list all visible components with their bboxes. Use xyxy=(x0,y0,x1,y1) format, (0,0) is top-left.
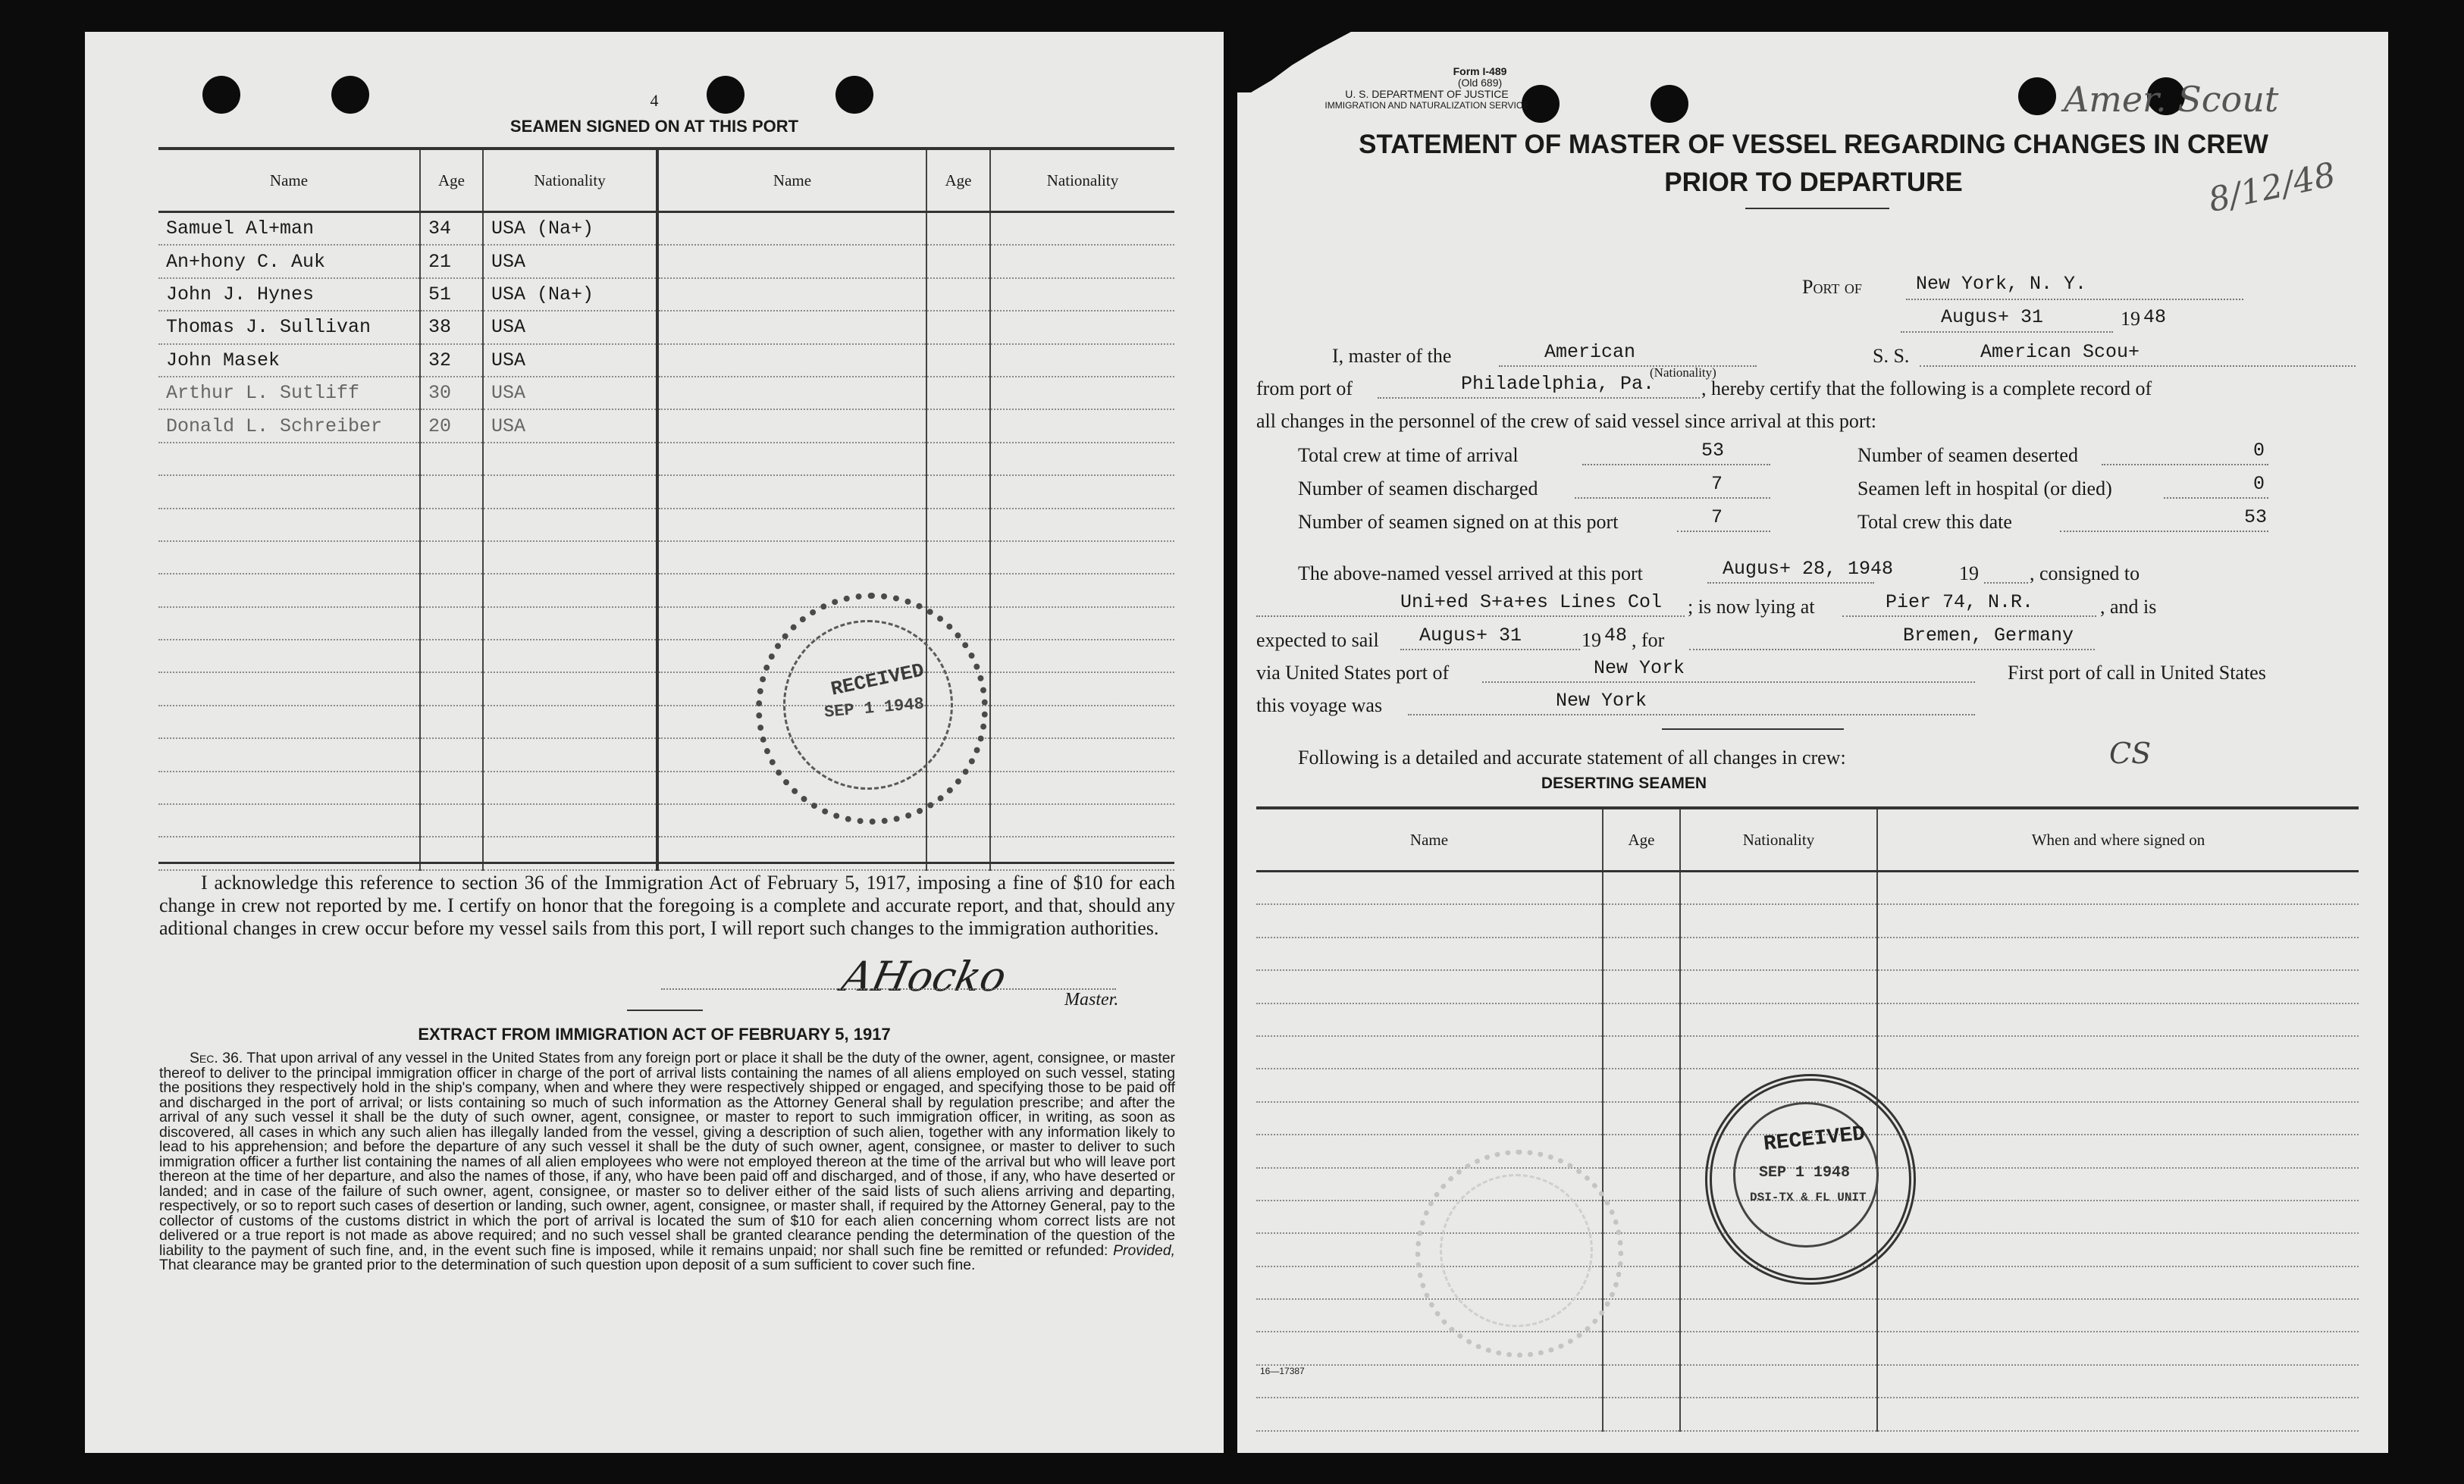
deserting-title: DESERTING SEAMEN xyxy=(1541,775,1707,792)
stat-label: Seamen left in hospital (or died) xyxy=(1857,477,2112,499)
column-header-nationality: Nationality xyxy=(990,149,1174,212)
stat-value: 53 xyxy=(2244,506,2268,528)
first-call-value: New York xyxy=(1556,690,1647,712)
and-is-label: , and is xyxy=(2100,596,2157,618)
seaman-age: 30 xyxy=(420,377,483,409)
seaman-name: Thomas J. Sullivan xyxy=(158,311,420,343)
master-of-label: I, master of the xyxy=(1332,345,1452,367)
stat-label: Number of seamen deserted xyxy=(1857,444,2078,466)
stamp-date-text: SEP 1 1948 xyxy=(823,694,925,722)
handwritten-note: Amer. Scout xyxy=(2064,79,2279,120)
master-signature: AHocko xyxy=(838,953,1011,1000)
table-row xyxy=(158,574,1174,606)
table-header xyxy=(1256,808,2359,872)
from-port-label: from port of xyxy=(1256,377,1353,399)
table-row xyxy=(158,509,1174,541)
nationality-caption: (Nationality) xyxy=(1650,365,1716,380)
table-row xyxy=(158,344,1174,377)
stamp-date-text: SEP 1 1948 xyxy=(1759,1164,1851,1182)
table-row xyxy=(158,475,1174,508)
port-label: Port of xyxy=(1802,276,1862,298)
nineteen-label: 19 xyxy=(1582,629,1601,651)
column-header-age: Age xyxy=(926,149,990,212)
service-name: IMMIGRATION AND NATURALIZATION SERVICE xyxy=(1324,100,1529,111)
from-port-value: Philadelphia, Pa. xyxy=(1461,373,1655,395)
page-number: 4 xyxy=(650,91,659,110)
seamen-rows xyxy=(158,212,1174,870)
stat-value: 7 xyxy=(1711,473,1723,495)
seaman-nationality: USA xyxy=(483,344,657,377)
column-header-nationality: Nationality xyxy=(1680,808,1877,872)
extract-text-block xyxy=(159,1051,1175,1273)
arrived-label: The above-named vessel arrived at this port xyxy=(1298,562,1643,584)
form-title xyxy=(1237,126,2388,202)
seaman-nationality: USA (Na+) xyxy=(483,278,657,311)
master-label: Master. xyxy=(1064,990,1119,1010)
destination-value: Bremen, Germany xyxy=(1903,625,2074,647)
extract-text: That upon arrival of any vessel in the United States from any foreign port or place it shall be the duty of the owner, agent, consignee, or master thereof to deliver to the principal immigration officer in charge of the port of arrival lists containing the names of all aliens employed on such vessel, stating the positions they respectively hold in the ship's company, when and where they were respectively shipped or engaged, and specifying those to be paid off and discharged in the port of arrival; or lists containing so much of such information as the Attorney General shall by regulation prescribe; and after the arrival of any such vessel it shall be the duty of such owner, agent, consignee, or master to report to such immigration officer, in writing, as soon as discovered, all cases in which any such alien has illegally landed from the vessel, giving a description of such alien, together with any information likely to lead to his apprehension; and before the departure of any such vessel it shall be the duty of such owner, agent, consignee, or master to deliver to such immigration officer a further list containing the names of all alien employees who were not employed thereon at the time of the arrival but who will leave port thereon at the time of her departure, and also the names of those, if any, who have been paid off and discharged, and of those, if any, who have deserted or landed; and in case of the failure of such owner, agent, consignee, or master so to deliver either of the said lists of such aliens arriving and departing, respectively, or so to report such cases of desertion or landing, such owner, agent, consignee, or master shall, if required by the Attorney General, pay to the collector of customs of the customs district in which the port of arrival is located the sum of $10 for each alien concerning whom correct lists are not delivered or a true report is not made as above required; and no such vessel shall be granted clearance pending the determination of the question of the liability to the payment of such fine, and, in the event such fine is imposed, while it remains unpaid; nor shall such fine be remitted or refunded: xyxy=(159,1050,1175,1259)
extract-lead: Sec. 36. xyxy=(190,1050,243,1066)
seaman-name: Donald L. Schreiber xyxy=(158,409,420,442)
seaman-age: 51 xyxy=(420,278,483,311)
seaman-nationality: USA xyxy=(483,409,657,442)
certify-text-2: all changes in the personnel of the crew of said vessel since arrival at this port: xyxy=(1256,410,1877,432)
column-header-nationality: Nationality xyxy=(483,149,657,212)
table-row xyxy=(1256,1365,2359,1398)
year-value: 48 xyxy=(2143,306,2167,328)
seaman-nationality: USA xyxy=(483,311,657,343)
extract-title: EXTRACT FROM IMMIGRATION ACT OF FEBRUARY 5, 1917 xyxy=(418,1025,891,1044)
expected-label: expected to sail xyxy=(1256,629,1379,651)
vessel-name: American Scou+ xyxy=(1980,341,2140,363)
seaman-name: Samuel Al+man xyxy=(158,212,420,246)
received-stamp xyxy=(756,593,988,825)
column-header-age: Age xyxy=(1603,808,1680,872)
table-row xyxy=(1256,938,2359,970)
table-row xyxy=(158,377,1174,409)
seaman-nationality: USA (Na+) xyxy=(483,212,657,246)
punch-hole xyxy=(2018,77,2056,115)
seaman-name: John Masek xyxy=(158,344,420,377)
stat-value: 0 xyxy=(2253,473,2265,495)
stat-value: 7 xyxy=(1711,506,1723,528)
certify-text: , hereby certify that the following is a complete record of xyxy=(1701,377,2152,399)
seaman-name: Arthur L. Sutliff xyxy=(158,377,420,409)
table-row xyxy=(158,738,1174,771)
table-row xyxy=(158,837,1174,869)
received-stamp xyxy=(1705,1074,1916,1285)
seaman-age: 20 xyxy=(420,409,483,442)
table-row xyxy=(158,706,1174,738)
table-row xyxy=(158,607,1174,640)
consignee-value: Uni+ed S+a+es Lines Col xyxy=(1400,591,1663,613)
footer-code: 16—17387 xyxy=(1260,1366,1305,1376)
seaman-age: 38 xyxy=(420,311,483,343)
stamp-unit-text: DSI-TX & FL UNIT xyxy=(1750,1191,1867,1204)
first-call-label: First port of call in United States xyxy=(2008,662,2266,684)
handwritten-date: 8/12/48 xyxy=(2205,155,2340,221)
table-row xyxy=(158,672,1174,705)
sail-year: 48 xyxy=(1604,625,1628,647)
sail-date: Augus+ 31 xyxy=(1419,625,1522,647)
seaman-age: 32 xyxy=(420,344,483,377)
form-number: Form I-489 xyxy=(1453,65,1507,77)
right-page xyxy=(1237,32,2388,1453)
lying-label: ; is now lying at xyxy=(1688,596,1815,618)
table-row xyxy=(158,443,1174,475)
table-row xyxy=(158,409,1174,442)
extract-tail: That clearance may be granted prior to the determination of such question upon deposit of a sum sufficient to cover such fine. xyxy=(159,1257,976,1273)
table-row xyxy=(1256,1299,2359,1332)
seaman-nationality: USA xyxy=(483,245,657,277)
column-header-age: Age xyxy=(420,149,483,212)
seaman-name: An+hony C. Auk xyxy=(158,245,420,277)
date-value: Augus+ 31 xyxy=(1941,306,2044,328)
column-header-name: Name xyxy=(1256,808,1603,872)
table-row xyxy=(158,804,1174,837)
table-row xyxy=(1256,970,2359,1003)
nineteen-label: 19 xyxy=(1959,562,1979,584)
stat-label: Total crew this date xyxy=(1857,511,2012,533)
lying-at-value: Pier 74, N.R. xyxy=(1886,591,2034,613)
seaman-nationality: USA xyxy=(483,377,657,409)
stat-value: 53 xyxy=(1701,440,1725,462)
table-row xyxy=(1256,872,2359,905)
department-name: U. S. DEPARTMENT OF JUSTICE xyxy=(1345,88,1509,100)
seaman-age: 34 xyxy=(420,212,483,246)
year-prefix: 19 xyxy=(2121,308,2140,330)
voyage-label: this voyage was xyxy=(1256,694,1383,716)
table-row xyxy=(158,311,1174,343)
for-label: , for xyxy=(1632,629,1665,651)
table-row xyxy=(158,212,1174,246)
via-label: via United States port of xyxy=(1256,662,1450,684)
stat-value: 0 xyxy=(2253,440,2265,462)
following-label: Following is a detailed and accurate statement of all changes in crew: xyxy=(1298,747,1846,769)
form-old-number: (Old 689) xyxy=(1457,77,1503,89)
table-row xyxy=(158,278,1174,311)
column-header-name: Name xyxy=(158,149,420,212)
ss-label: S. S. xyxy=(1873,345,1910,367)
stat-label: Total crew at time of arrival xyxy=(1298,444,1519,466)
stamp-received-text: RECEIVED xyxy=(1762,1122,1867,1157)
form-header xyxy=(1298,66,1556,111)
extract-provided: Provided, xyxy=(1113,1241,1175,1259)
title-line-2: PRIOR TO DEPARTURE xyxy=(1664,167,1963,197)
section-title: SEAMEN SIGNED ON AT THIS PORT xyxy=(509,117,799,136)
stat-label: Number of seamen signed on at this port xyxy=(1298,511,1619,533)
table-row xyxy=(1256,1398,2359,1430)
table-row xyxy=(1256,904,2359,937)
table-row xyxy=(1256,1332,2359,1364)
port-value: New York, N. Y. xyxy=(1916,273,2087,295)
table-row xyxy=(158,541,1174,574)
nationality-value: American xyxy=(1544,341,1636,363)
seamen-signed-table xyxy=(158,147,1174,871)
table-row xyxy=(158,640,1174,672)
punch-hole xyxy=(1651,85,1688,123)
handwritten-initials: CS xyxy=(2109,737,2152,770)
table-row xyxy=(1256,1036,2359,1069)
table-row xyxy=(158,245,1174,277)
arrived-date: Augus+ 28, 1948 xyxy=(1723,558,1894,580)
consigned-label: , consigned to xyxy=(2030,562,2140,584)
seaman-name: John J. Hynes xyxy=(158,278,420,311)
stamp-received-text: RECEIVED xyxy=(829,659,926,701)
table-header xyxy=(158,149,1174,212)
column-header-signed-on: When and where signed on xyxy=(1877,808,2359,872)
table-row xyxy=(1256,1003,2359,1036)
column-header-name: Name xyxy=(657,149,926,212)
acknowledgement-text: I acknowledge this reference to section 36 of the Immigration Act of February 5, 1917, imposing a fine of $10 for each change in crew not reported by me. I certify on honor that the foregoing is a complete and accurate report, and that, should any aditional changes in crew occur before my vessel sails from this port, I will report such changes to the immigration authorities. xyxy=(159,872,1175,939)
seaman-age: 21 xyxy=(420,245,483,277)
left-page xyxy=(85,32,1224,1453)
faint-stamp-impression xyxy=(1415,1150,1623,1357)
stat-label: Number of seamen discharged xyxy=(1298,477,1538,499)
title-line-1: STATEMENT OF MASTER OF VESSEL REGARDING CHANGES IN CREW xyxy=(1359,130,2268,159)
via-port-value: New York xyxy=(1594,657,1685,679)
table-row xyxy=(158,772,1174,804)
